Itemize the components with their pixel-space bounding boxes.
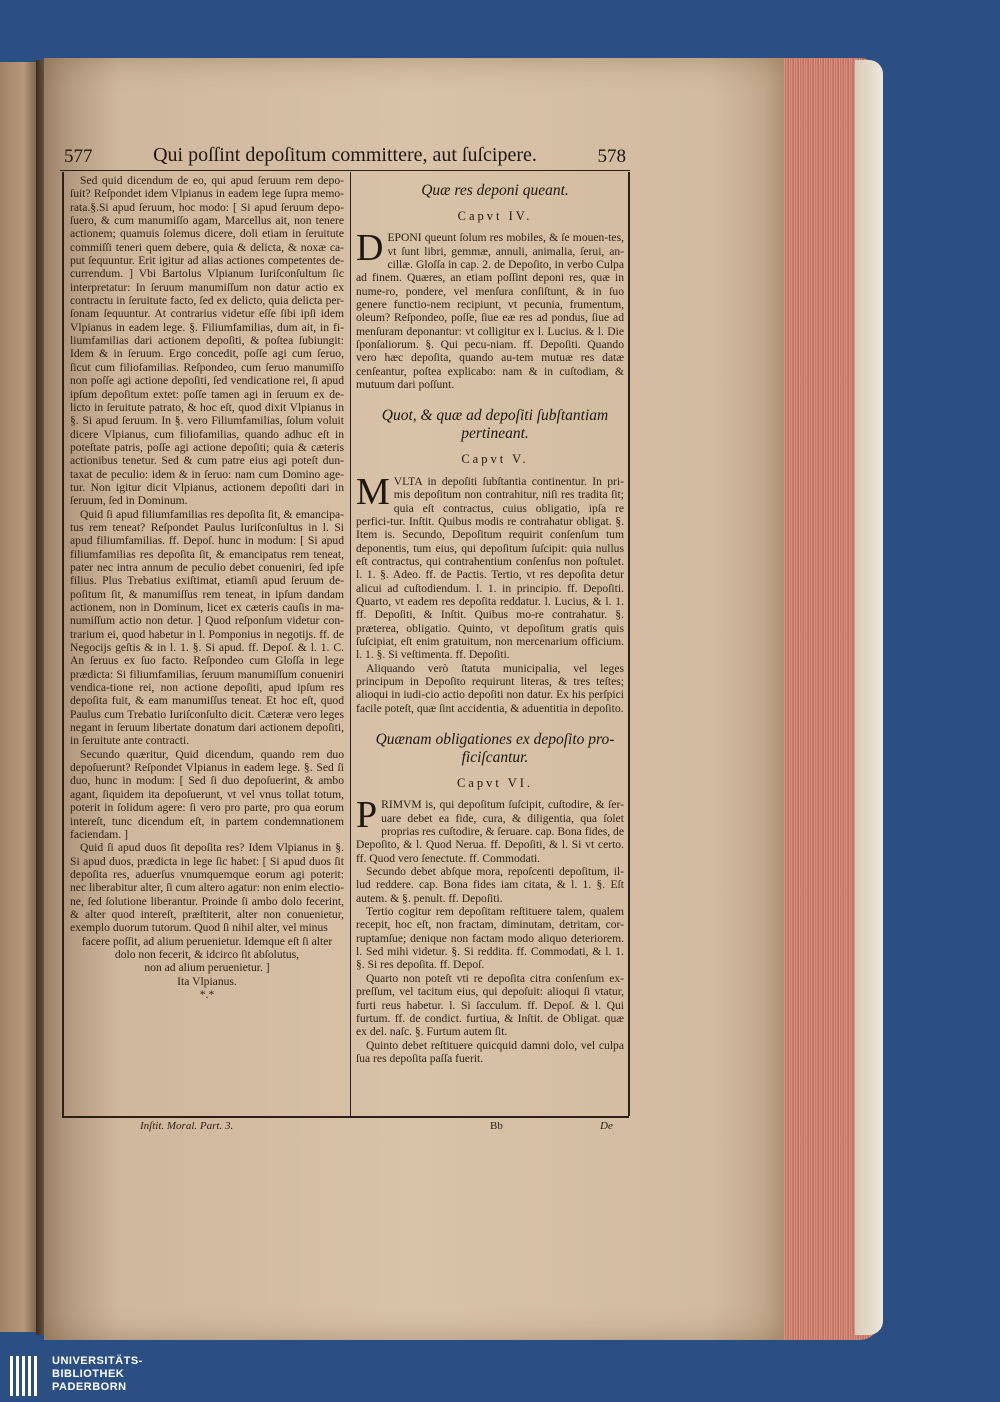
section-heading-continued: pertineant. xyxy=(461,425,529,443)
left-column xyxy=(70,174,344,1001)
closing-line: dolo non fecerit, & idcirco ſit abſolutus, xyxy=(114,947,300,961)
paragraph: Sed quid dicendum de eo, qui apud ſeruum rem depo-ſuit? Reſpondet idem Vlpianus in eadem lege ſupra memo-rata.§.Si apud ſeruum, hoc modo: [ Si apud ſeruum depo-ſuero, & cum manumiſſo agam, Marcellus ait, non tenere actionem; quamuis ſolemus dicere, doli etiam in ſeruitute commiſſi teneri quem debere, quia & delicta, & noxæ ca-put ſequuntur. Erit igitur ad alias actiones competentes de-currendum. ] Vbi Bartolus Vlpianum Iuriſconſultum ſic interpretatur: In ſeruum manumiſſum non datur actio ex contractu in ſeruitute facto, ſed ex delicto, quia delicta per-ſonam ſequuntur. At contrarius videtur eſſe ſibi ipſi idem Vlpianus in eadem lege. §. Filiumfamilias, dum ait, in fi-liumfamilias dari actionem depoſiti, & poſtea ſubiungit: Idem & in ſeruum. Ergo concedit, poſſe agi cum ſeruo, ſicut cum filiofamilias. Reſpondeo, cum ſeruo manumiſſo non poſſe agi actione depoſiti, ſed vendicatione rei, ſi apud ipſum depoſitum extet: poſſe tamen agi in ſeruum ex de-licto in ſeruitute patrato, & hoc eſt, quod dixit Vlpianus in §. Si apud ſeruum. In §. vero Filiumfamilias, ſolum voluit dicere Vlpianus, cum filiofamilias, quando adhuc eſt in poteſtate patris, poſſe agi actione depoſiti; quia & cæteris actionibus tenetur. Sed & cum patre eius agi poteſt dun-taxat de peculio: idem & in ſeruo: nam cum Domino age-tur. Non igitur dicit Vlpianus, actionem depoſiti dari in ſeruum, ſed in Dominum. xyxy=(70,174,344,508)
footer-title: Inſtit. Moral. Part. 3. xyxy=(140,1120,234,1132)
logo-line: PADERBORN xyxy=(52,1381,127,1393)
library-logo-text xyxy=(52,1355,143,1394)
library-logo-icon xyxy=(10,1356,40,1401)
chapter-text xyxy=(356,227,624,392)
frame-left-rule xyxy=(62,172,64,1116)
left-page-number: 577 xyxy=(64,146,93,167)
right-column xyxy=(356,182,624,1065)
chapter-label: Capvt VI. xyxy=(456,776,534,790)
paragraph: Secundo debet abſque mora, repoſcenti depoſitum, il-lud reddere. cap. Bona fides iam citata, & l. 1. §. Eſt autem. & §. penult. ff. Depoſiti. xyxy=(356,865,624,905)
frame-right-rule xyxy=(628,172,630,1116)
signature-mark: Bb xyxy=(490,1120,503,1132)
closing-line: facere poſſit, ad alium peruenietur. Idemque eſt ſi alter xyxy=(81,934,333,948)
running-title: Qui poſſint depoſitum committere, aut ſuſcipere. xyxy=(153,144,537,166)
paragraph: Secundo quæritur, Quid dicendum, quando rem duo depoſuerunt? Reſpondet Vlpianus in eadem lege. §. Sed ſi duo, hunc in modum: [ Sed ſi duo depoſuerint, & ambo agant, ſiquidem ita depoſuerunt, vt vel vnus tollat totum, poterit in ſolidum agere: ſi vero pro parte, pro qua eorum intereſt, tunc dicendum eſt, in partem condemnationem faciendam. ] xyxy=(70,747,344,841)
column-divider-rule xyxy=(350,172,351,1116)
catchword: De xyxy=(600,1120,613,1132)
book-cover-edge xyxy=(855,60,883,1335)
drop-cap: M xyxy=(356,470,390,513)
logo-line: BIBLIOTHEK xyxy=(52,1368,125,1380)
closing-line: Ita Vlpianus. xyxy=(177,974,237,988)
chapter-body: EPONI queunt ſolum res mobiles, & ſe mouen-tes, vt ſunt libri, gemmæ, annuli, animalia, ſerui, an-cillæ. Gloſſa in cap. 2. de Depoſito, in verbo Culpa ad finem. Quæres, an etiam poſſint deponi res, quæ in nume-ro, pondere, vel menſura conſiſtunt, & in ſuo genere functio-nem recipiunt, vt pecunia, frumentum, oleum? Reſpondeo, poſſe, ſiue eæ res ad pondus, ſiue ad menſuram deponantur: vt colligitur ex l. Lucius. & l. Die ſponſaliorum. §. Qui pecu-niam. ff. Depoſiti. Quando vero hæc depoſita, quando au-tem mutuæ res datæ cenſeantur, poſtea explicabo: nam & in cuſtodiam, & mutuum dari poſſunt. xyxy=(356,231,624,392)
chapter-text xyxy=(356,794,624,865)
section-heading: Quot, & quæ ad depoſiti ſubſtantiam xyxy=(381,407,609,425)
paragraph: Quid ſi apud filiumfamilias res depoſita ſit, & emancipa-tus rem teneat? Reſpondet Paulus Iuriſconſultus in l. Si apud filiumfamilias. ff. Depoſ. hunc in modum: [ Si apud filiumfamilias res depoſita ſit, & emancipatus rem teneat, pater nec intra annum de peculio debet conueniri, ſed ipſe filius. Plus Trebatius exiſtimat, etiamſi apud ſeruum de-poſitum ſit, & manumiſſus rem teneat, in ipſum dandam actionem, non in Dominum, licet ex cæteris cauſis in ma-numiſſum actio non detur. ] Quod reſponſum videtur con-trarium ei, quod habetur in l. Pomponius in negotijs. ff. de Negocijs geſtis & in l. 1. §. Si apud. ff. Depoſ. & l. 1. C. An ſeruus ex ſuo facto. Reſpondeo cum Gloſſa in lege prædicta: Si filiumfamilias, ſeruum manumiſſum conueniri vendica-tione rei, non actione depoſiti, apud ipſum res depoſita fuit, & eam manumiſſus teneat. Et hoc eſt, quod Paulus cum Trebatio Iuriſconſulto dicit. Cæteræ vero leges negant in ſeruum libertate donatum dari actionem depoſiti, in ſeruitute ante contracti. xyxy=(70,507,344,748)
frame-bottom-rule xyxy=(62,1116,629,1118)
library-banner xyxy=(0,1350,1000,1402)
section-heading: Quænam obligationes ex depoſito pro- xyxy=(375,731,615,748)
running-head xyxy=(60,146,630,171)
paragraph: Quarto non poteſt vti re depoſita citra conſenſum ex-preſſum, vel tacitum eius, qui depoſuit: alioqui ſi vtatur, furti reus habetur. l. Si ſacculum. ff. Depoſ. & l. Qui furtum. ff. de condict. furtiua, & Inſtit. de Obligat. quæ ex del. naſc. §. Furtum autem ſit. xyxy=(356,971,624,1039)
asterism: *.* xyxy=(199,987,215,1001)
paragraph: Aliquando verò ſtatuta municipalia, vel leges principum in Depoſito requirunt literas, & tres teſtes; alioqui in iudi-cio actio depoſiti non datur. Ex his perſpici facile poteſt, quæ ſint accidentia, & aduentitia in depoſito. xyxy=(356,661,624,715)
chapter-text xyxy=(356,470,624,662)
drop-cap: P xyxy=(356,794,378,837)
section-heading-continued: ficiſcantur. xyxy=(461,749,529,766)
paragraph: Tertio cogitur rem depoſitam reſtituere talem, qualem recepit, hoc eſt, non fractam, diminutam, detritam, cor-ruptamſue; denique non factam modo aliquo deteriorem. l. Sed mihi videtur. §. Si reddita. ff. Commodati, & l. 1. §. Si res depoſita. ff. Depoſ. xyxy=(356,905,624,972)
chapter-label: Capvt V. xyxy=(461,452,529,467)
paragraph: Quinto debet reſtituere quicquid damni dolo, vel culpa ſua res depoſita paſſa fuerit. xyxy=(356,1038,624,1065)
section-heading: Quæ res deponi queant. xyxy=(421,182,569,199)
right-page-number: 578 xyxy=(597,146,626,167)
chapter-body: VLTA in depoſiti ſubſtantia continentur. In pri-mis depoſitum non contrahitur, niſi res tradita ſit; quia eſt contractus, cuius obligatio, ipſa re perfici-tur. Inſtit. Quibus modis re contrahatur obligat. §. Item is. Secundo, Depoſitum requirit conſenſum tum deponentis, tum eius, qui depoſitum ſuſcipit: quia nullus eſt contractus, qui contrahentium conſenſus non poſtulet. l. 1. §. Adeo. ff. de Pactis. Tertio, vt res depoſita detur alicui ad cuſtodiendum. l. 1. in principio. ff. Depoſiti. Quarto, vt eadem res depoſita reddatur. l. Lucius, & l. 1. ff. Depoſiti, & Inſtit. Quibus mo-re contrahatur. §. præterea, obligatio. Quinto, vt depoſitum gratis quis ſuſcipiat, eſt enim gratuitum, non mercenarium officium. l. 1. §. Si veſtimenta. ff. Depoſiti. xyxy=(356,474,624,662)
chapter-body: RIMVM is, qui depoſitum ſuſcipit, cuſtodire, & ſer-uare debet ea fide, cura, & diligentia, qua ſolet proprias res cuſtodire, & ſeruare. cap. Bona fides, de Depoſito, & l. Quod Neruа. ff. Depoſiti, & l. Si vt certo. ff. Quod vero ſenectute. ff. Commodati. xyxy=(356,798,624,865)
chapter-label: Capvt IV. xyxy=(457,209,533,223)
paragraph: Quid ſi apud duos ſit depoſita res? Idem Vlpianus in §. Si apud duos, prædicta in lege ſic habet: [ Si apud duos ſit depoſita res, aduerſus vnumquemque eorum agi poterit: nec liberabitur alter, ſi cum altero agatur: non enim electio-ne, ſed ſolutione liberantur. Proinde ſi ambo dolo fecerint, & alter quod intereſt, præſtiterit, alter non conuenietur, exemplo duorum tutorum. Quod ſi nihil alter, vel minus xyxy=(70,841,344,935)
drop-cap: D xyxy=(356,227,384,270)
logo-line: UNIVERSITÄTS- xyxy=(52,1355,143,1367)
facing-page-edge xyxy=(0,62,40,1332)
closing-line: non ad alium peruenietur. ] xyxy=(144,961,270,975)
